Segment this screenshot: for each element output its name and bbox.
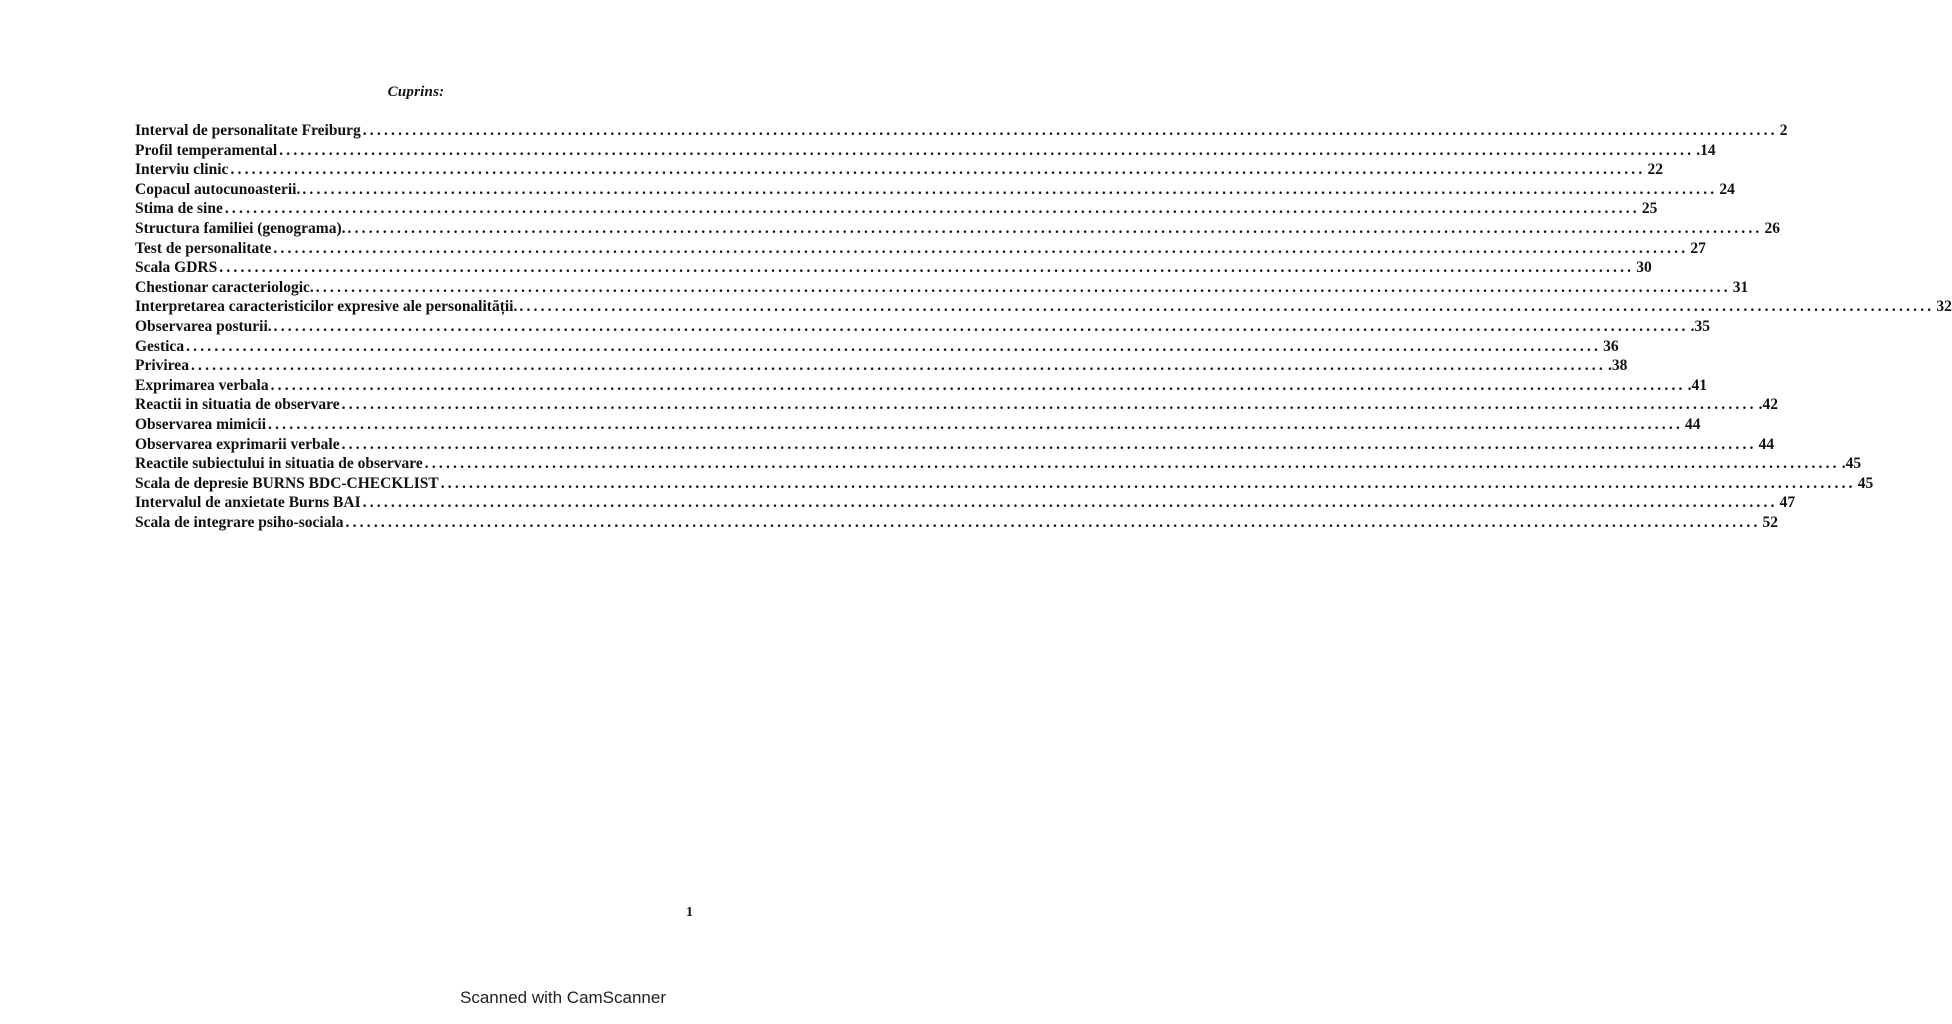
toc-entry <box>135 474 1874 495</box>
toc-entry-label: Scala de depresie BURNS BDC-CHECKLIST <box>135 474 439 492</box>
toc-entry-page: .42 <box>1758 396 1779 414</box>
toc-dot-leader: ........................................................................................................................................................................................................ <box>341 396 1757 414</box>
toc-dot-leader: ........................................................................................................................................................................................................ <box>186 337 1602 355</box>
toc-dot-leader: ........................................................................................................................................................................................................ <box>347 219 1763 237</box>
toc-entry <box>135 200 1658 220</box>
toc-entry <box>135 376 1707 397</box>
toc-dot-leader: ........................................................................................................................................................................................................ <box>362 122 1778 139</box>
toc-entry <box>135 357 1628 377</box>
toc-entry-label: Scala GDRS <box>135 259 218 277</box>
toc-entry <box>135 455 1862 475</box>
toc-entry <box>135 396 1779 416</box>
toc-entry <box>135 337 1619 358</box>
toc-entry-page: 2 <box>1779 122 1788 139</box>
page-number: 1 <box>686 905 693 920</box>
toc-entry-page: 30 <box>1636 259 1652 277</box>
toc-entry-page: 31 <box>1732 278 1749 296</box>
toc-entry <box>135 435 1775 456</box>
toc-entry-page: 24 <box>1719 180 1735 198</box>
toc-entry-page: .38 <box>1607 357 1628 375</box>
toc-dot-leader: ........................................................................................................................................................................................................ <box>273 239 1689 257</box>
toc-entry-page: .45 <box>1841 455 1862 473</box>
toc-dot-leader: ........................................................................................................................................................................................................ <box>270 376 1686 394</box>
toc-entry-label: Gestica <box>135 337 185 355</box>
toc-entry-label: Interviu clinic <box>135 161 229 179</box>
toc-entry <box>135 278 1749 299</box>
toc-entry-page: 25 <box>1641 200 1658 218</box>
toc-entry-label: Stima de sine <box>135 200 223 218</box>
toc-entry-page: .41 <box>1687 376 1707 394</box>
toc-dot-leader: ........................................................................................................................................................................................................ <box>219 259 1635 277</box>
toc-dot-leader: ........................................................................................................................................................................................................ <box>230 161 1646 179</box>
toc-dot-leader: ........................................................................................................................................................................................................ <box>424 455 1840 473</box>
toc-entry-page: 45 <box>1857 474 1874 492</box>
toc-entry <box>135 219 1780 240</box>
toc-entry <box>135 239 1706 260</box>
toc-dot-leader: ........................................................................................................................................................................................................ <box>345 513 1761 531</box>
toc-entry-label: Scala de integrare psiho-sociala <box>135 513 344 531</box>
toc-dot-leader: ........................................................................................................................................................................................................ <box>224 200 1640 218</box>
toc-entry <box>135 141 1716 162</box>
toc-dot-leader: ........................................................................................................................................................................................................ <box>440 474 1856 492</box>
toc-entry-label: Reactile subiectului in situatia de observare <box>135 455 423 473</box>
toc-entry <box>135 180 1735 201</box>
toc-entry-label: Profil temperamental <box>135 141 278 159</box>
toc-entry <box>135 494 1796 514</box>
toc-entry-label: Reactii in situatia de observare <box>135 396 340 414</box>
toc-entry-label: Observarea posturii. <box>135 317 272 335</box>
toc-entry-label: Interval de personalitate Freiburg <box>135 122 361 139</box>
toc-entry-label: Exprimarea verbala <box>135 376 269 394</box>
toc-entry-label: Copacul autocunoasterii. <box>135 180 301 198</box>
toc-entry-page: 32 <box>1936 298 1952 316</box>
toc-dot-leader: ........................................................................................................................................................................................................ <box>362 494 1778 512</box>
toc-dot-leader: ........................................................................................................................................................................................................ <box>273 317 1689 335</box>
toc-entry <box>135 513 1779 534</box>
toc-entry-page: 22 <box>1647 161 1663 179</box>
scanner-watermark: Scanned with CamScanner <box>460 988 667 1007</box>
toc-entry-label: Privirea <box>135 357 189 375</box>
toc-dot-leader: ........................................................................................................................................................................................................ <box>190 357 1606 375</box>
toc-entry-page: .14 <box>1696 141 1716 159</box>
toc-entry-page: 27 <box>1690 239 1706 257</box>
toc-entry <box>135 161 1663 181</box>
toc-entry <box>135 415 1701 436</box>
toc-entry-label: Observarea exprimarii verbale <box>135 435 340 453</box>
toc-entry-page: 36 <box>1603 337 1619 355</box>
toc-dot-leader: ........................................................................................................................................................................................................ <box>341 435 1757 453</box>
toc-entry <box>135 259 1652 279</box>
toc-entry-label: Test de personalitate <box>135 239 272 257</box>
toc-entry-label: Structura familiei (genograma). <box>135 219 346 237</box>
toc-entry-label: Observarea mimicii <box>135 415 267 433</box>
toc-dot-leader: ........................................................................................................................................................................................................ <box>268 415 1684 433</box>
toc-entry <box>135 122 1788 142</box>
toc-dot-leader: ........................................................................................................................................................................................................ <box>279 141 1695 159</box>
toc-entry <box>135 317 1710 338</box>
toc-entry-label: Intervalul de anxietate Burns BAI <box>135 494 361 512</box>
toc-dot-leader: ........................................................................................................................................................................................................ <box>302 180 1718 198</box>
toc-entry-page: .35 <box>1690 317 1710 335</box>
toc-entry-page: 44 <box>1685 415 1701 433</box>
toc-entry-page: 26 <box>1764 219 1780 237</box>
toc-entry-page: 44 <box>1758 435 1775 453</box>
toc-entry-page: 52 <box>1762 513 1779 531</box>
toc-entry <box>135 298 1952 318</box>
toc-entry-page: 47 <box>1779 494 1796 512</box>
table-of-contents <box>135 122 1952 533</box>
toc-dot-leader: ........................................................................................................................................................................................................ <box>519 298 1935 316</box>
toc-entry-label: Chestionar caracteriologic. <box>135 278 314 296</box>
toc-dot-leader: ........................................................................................................................................................................................................ <box>315 278 1731 296</box>
toc-title: Cuprins: <box>387 84 445 100</box>
toc-entry-label: Interpretarea caracteristicilor expresive ale personalității. <box>135 298 518 316</box>
